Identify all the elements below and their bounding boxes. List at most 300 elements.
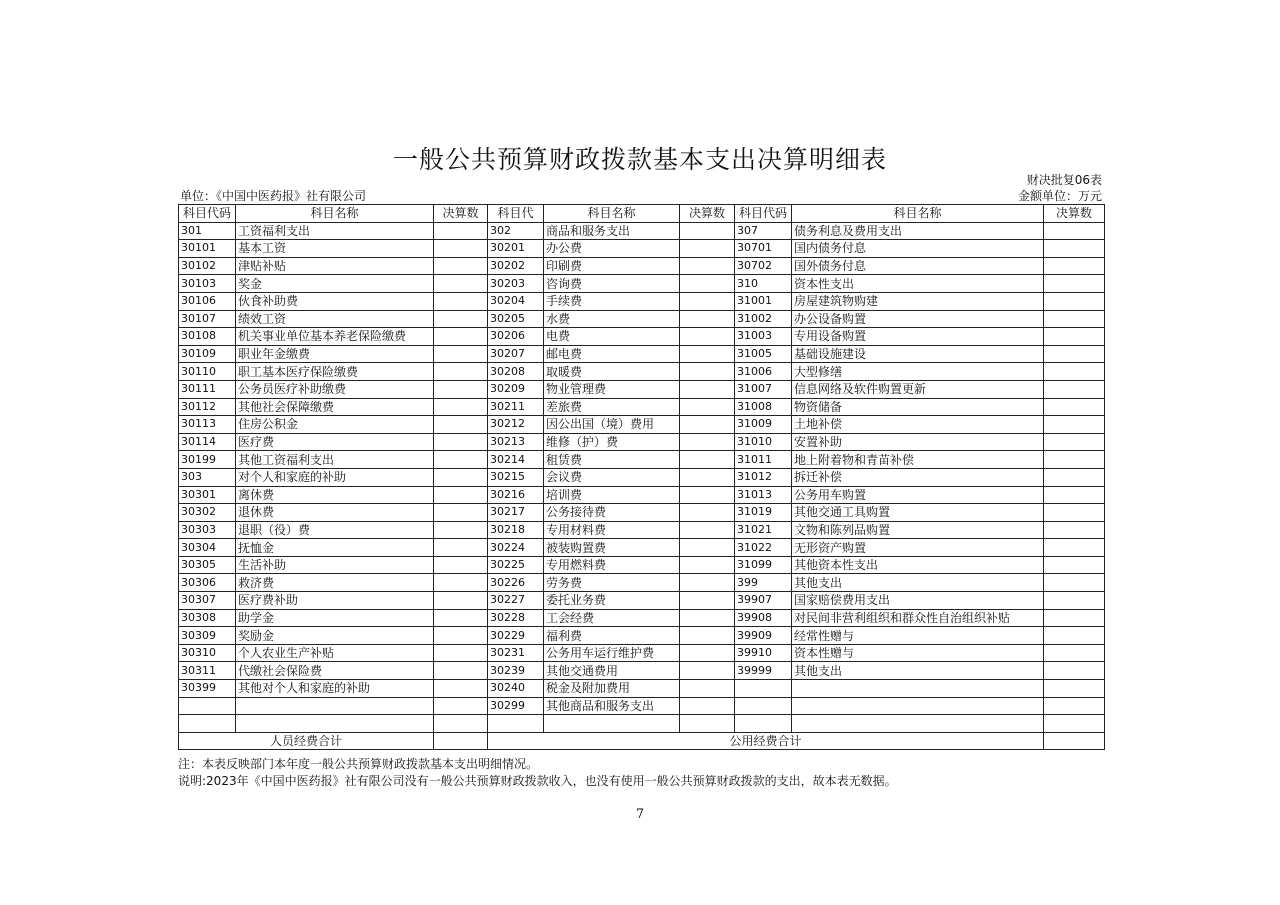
amount-cell [1044,627,1105,645]
account-name-cell: 对民间非营利组织和群众性自治组织补贴 [792,609,1044,627]
table-row [179,275,1105,293]
amount-cell [434,486,488,504]
amount-cell [434,310,488,328]
header-amount: 决算数 [1044,205,1105,223]
amount-cell [1044,609,1105,627]
amount-cell [434,468,488,486]
amount-cell [1044,433,1105,451]
amount-cell [434,504,488,522]
account-name-cell: 奖金 [236,275,434,293]
amount-cell [434,328,488,346]
account-name-cell: 其他资本性支出 [792,556,1044,574]
table-row [179,662,1105,680]
account-name-cell: 房屋建筑物购建 [792,292,1044,310]
amount-cell [434,345,488,363]
account-name-cell: 因公出国（境）费用 [544,416,680,434]
account-name-cell: 商品和服务支出 [544,222,680,240]
table-row [179,680,1105,698]
amount-cell [1044,398,1105,416]
amount-cell [434,574,488,592]
table-row [179,592,1105,610]
account-code-cell: 31022 [735,539,792,557]
account-code-cell: 30203 [488,275,544,293]
account-name-cell: 税金及附加费用 [544,680,680,698]
account-code-cell: 30111 [179,380,236,398]
account-name-cell: 差旅费 [544,398,680,416]
account-code-cell: 30201 [488,240,544,258]
account-code-cell: 31010 [735,433,792,451]
account-name-cell: 电费 [544,328,680,346]
account-name-cell: 无形资产购置 [792,539,1044,557]
account-code-cell: 30207 [488,345,544,363]
account-name-cell [544,715,680,733]
account-code-cell: 30202 [488,257,544,275]
amount-cell [680,380,735,398]
amount-cell [434,451,488,469]
account-name-cell: 其他交通工具购置 [792,504,1044,522]
amount-cell [680,398,735,416]
amount-cell [434,416,488,434]
account-name-cell: 邮电费 [544,345,680,363]
account-name-cell: 劳务费 [544,574,680,592]
amount-cell [434,380,488,398]
table-row [179,627,1105,645]
account-name-cell: 伙食补助费 [236,292,434,310]
account-name-cell: 职工基本医疗保险缴费 [236,363,434,381]
account-name-cell: 地上附着物和青苗补偿 [792,451,1044,469]
amount-cell [434,521,488,539]
amount-cell [1044,715,1105,733]
account-code-cell: 31011 [735,451,792,469]
account-name-cell: 文物和陈列品购置 [792,521,1044,539]
amount-cell [680,328,735,346]
header-name: 科目名称 [236,205,434,223]
account-name-cell: 福利费 [544,627,680,645]
account-code-cell: 31013 [735,486,792,504]
amount-unit: 金额单位：万元 [1017,189,1102,203]
account-code-cell: 30311 [179,662,236,680]
account-name-cell: 机关事业单位基本养老保险缴费 [236,328,434,346]
account-code-cell: 30199 [179,451,236,469]
account-name-cell: 退职（役）费 [236,521,434,539]
account-code-cell: 30227 [488,592,544,610]
amount-cell [1044,310,1105,328]
account-name-cell: 物业管理费 [544,380,680,398]
account-name-cell: 大型修缮 [792,363,1044,381]
account-name-cell: 医疗费 [236,433,434,451]
account-name-cell: 信息网络及软件购置更新 [792,380,1044,398]
header-amount: 决算数 [434,205,488,223]
table-row [179,240,1105,258]
account-code-cell: 30218 [488,521,544,539]
account-name-cell: 手续费 [544,292,680,310]
account-name-cell: 助学金 [236,609,434,627]
account-name-cell: 专用燃料费 [544,556,680,574]
amount-cell [434,257,488,275]
account-name-cell [792,697,1044,715]
amount-cell [1044,644,1105,662]
totals-row [179,732,1105,750]
account-code-cell: 30102 [179,257,236,275]
amount-cell [680,521,735,539]
account-name-cell: 国家赔偿费用支出 [792,592,1044,610]
account-code-cell: 30214 [488,451,544,469]
account-code-cell: 307 [735,222,792,240]
account-name-cell: 资本性支出 [792,275,1044,293]
amount-cell [680,292,735,310]
account-code-cell: 301 [179,222,236,240]
amount-cell [1044,680,1105,698]
amount-cell [680,574,735,592]
account-name-cell: 津贴补贴 [236,257,434,275]
account-code-cell: 31021 [735,521,792,539]
account-name-cell: 办公费 [544,240,680,258]
amount-cell [680,644,735,662]
amount-cell [680,310,735,328]
header-code: 科目代 [488,205,544,223]
account-name-cell: 工会经费 [544,609,680,627]
amount-cell [434,275,488,293]
amount-cell [680,662,735,680]
amount-cell [680,680,735,698]
account-code-cell: 30101 [179,240,236,258]
table-row [179,398,1105,416]
account-code-cell: 30113 [179,416,236,434]
account-code-cell: 310 [735,275,792,293]
amount-cell [434,539,488,557]
amount-cell [1044,521,1105,539]
amount-cell [1044,345,1105,363]
account-code-cell: 30301 [179,486,236,504]
amount-cell [680,222,735,240]
amount-cell [434,592,488,610]
account-name-cell: 专用设备购置 [792,328,1044,346]
account-name-cell: 会议费 [544,468,680,486]
account-code-cell: 31009 [735,416,792,434]
account-code-cell: 30229 [488,627,544,645]
amount-cell [680,539,735,557]
amount-cell [434,644,488,662]
account-name-cell: 医疗费补助 [236,592,434,610]
account-code-cell: 30309 [179,627,236,645]
account-name-cell: 经常性赠与 [792,627,1044,645]
amount-cell [1044,556,1105,574]
header-amount: 决算数 [680,205,735,223]
amount-cell [434,662,488,680]
account-name-cell: 工资福利支出 [236,222,434,240]
amount-cell [434,363,488,381]
account-code-cell: 30217 [488,504,544,522]
amount-cell [434,680,488,698]
amount-cell [434,292,488,310]
account-name-cell: 救济费 [236,574,434,592]
header-code: 科目代码 [735,205,792,223]
account-code-cell: 30224 [488,539,544,557]
explanation-line: 说明:2023年《中国中医药报》社有限公司没有一般公共预算财政拨款收入，也没有使用一般公共预算财政拨款的支出，故本表无数据。 [178,774,897,788]
account-code-cell: 30106 [179,292,236,310]
amount-cell [680,433,735,451]
amount-cell [680,504,735,522]
account-name-cell: 绩效工资 [236,310,434,328]
account-name-cell: 离休费 [236,486,434,504]
amount-cell [434,222,488,240]
table-row [179,380,1105,398]
table-row [179,345,1105,363]
account-code-cell: 30228 [488,609,544,627]
account-code-cell [735,697,792,715]
table-row [179,521,1105,539]
account-name-cell: 基础设施建设 [792,345,1044,363]
account-code-cell: 30399 [179,680,236,698]
amount-cell [434,715,488,733]
account-code-cell: 30308 [179,609,236,627]
amount-cell [1044,468,1105,486]
account-code-cell: 31001 [735,292,792,310]
amount-cell [680,468,735,486]
account-name-cell: 土地补偿 [792,416,1044,434]
account-code-cell: 30310 [179,644,236,662]
page-number: 7 [635,807,645,822]
account-code-cell: 39910 [735,644,792,662]
account-code-cell: 30302 [179,504,236,522]
account-name-cell: 职业年金缴费 [236,345,434,363]
amount-cell [1044,257,1105,275]
table-row [179,715,1105,733]
table-row [179,257,1105,275]
amount-cell [680,451,735,469]
account-name-cell: 代缴社会保险费 [236,662,434,680]
amount-cell [680,363,735,381]
account-name-cell [792,680,1044,698]
account-name-cell: 办公设备购置 [792,310,1044,328]
account-code-cell: 31002 [735,310,792,328]
account-code-cell: 31019 [735,504,792,522]
amount-cell [1044,539,1105,557]
amount-cell [680,556,735,574]
table-row [179,574,1105,592]
account-name-cell: 公务接待费 [544,504,680,522]
account-code-cell: 30239 [488,662,544,680]
account-code-cell: 31006 [735,363,792,381]
table-row [179,644,1105,662]
account-name-cell: 其他支出 [792,574,1044,592]
header-name: 科目名称 [792,205,1044,223]
amount-cell [680,486,735,504]
account-code-cell [179,715,236,733]
table-row [179,310,1105,328]
expenditure-table [178,204,1105,750]
account-name-cell: 专用材料费 [544,521,680,539]
personnel-total-value [434,732,488,750]
amount-cell [680,257,735,275]
account-code-cell [488,715,544,733]
table-row [179,486,1105,504]
account-code-cell: 30209 [488,380,544,398]
amount-cell [1044,328,1105,346]
account-code-cell: 30225 [488,556,544,574]
account-name-cell: 个人农业生产补贴 [236,644,434,662]
account-code-cell: 30112 [179,398,236,416]
account-code-cell: 31099 [735,556,792,574]
account-code-cell: 39909 [735,627,792,645]
account-code-cell: 399 [735,574,792,592]
amount-cell [1044,222,1105,240]
amount-cell [434,609,488,627]
account-code-cell: 30108 [179,328,236,346]
unit-row [178,187,1104,204]
account-name-cell: 其他交通费用 [544,662,680,680]
account-name-cell: 其他商品和服务支出 [544,697,680,715]
table-row [179,292,1105,310]
account-code-cell: 30206 [488,328,544,346]
amount-cell [1044,662,1105,680]
account-code-cell: 39907 [735,592,792,610]
amount-cell [1044,416,1105,434]
table-row [179,468,1105,486]
account-name-cell [236,697,434,715]
table-row [179,539,1105,557]
note-line: 注：本表反映部门本年度一般公共预算财政拨款基本支出明细情况。 [178,757,539,771]
account-code-cell: 31005 [735,345,792,363]
amount-cell [434,433,488,451]
account-code-cell: 39908 [735,609,792,627]
account-code-cell: 31003 [735,328,792,346]
table-row [179,504,1105,522]
account-name-cell: 资本性赠与 [792,644,1044,662]
unit-label: 单位：《中国中医药报》社有限公司 [180,189,367,203]
account-name-cell: 培训费 [544,486,680,504]
amount-cell [434,627,488,645]
account-name-cell: 被装购置费 [544,539,680,557]
table-row [179,556,1105,574]
account-name-cell: 住房公积金 [236,416,434,434]
amount-cell [680,345,735,363]
account-code-cell: 30107 [179,310,236,328]
account-code-cell: 30702 [735,257,792,275]
account-name-cell [236,715,434,733]
notes [178,756,897,790]
account-name-cell: 取暖费 [544,363,680,381]
account-code-cell: 30231 [488,644,544,662]
account-code-cell: 30208 [488,363,544,381]
amount-cell [1044,275,1105,293]
account-code-cell: 30211 [488,398,544,416]
account-code-cell: 31008 [735,398,792,416]
account-code-cell: 39999 [735,662,792,680]
amount-cell [434,398,488,416]
amount-cell [1044,574,1105,592]
table-row [179,433,1105,451]
account-name-cell: 抚恤金 [236,539,434,557]
account-code-cell: 30240 [488,680,544,698]
public-total-label: 公用经费合计 [488,732,1044,750]
amount-cell [680,627,735,645]
account-name-cell: 其他支出 [792,662,1044,680]
account-code-cell: 30299 [488,697,544,715]
amount-cell [680,240,735,258]
account-name-cell: 其他社会保障缴费 [236,398,434,416]
table-row [179,697,1105,715]
account-code-cell: 30307 [179,592,236,610]
table-body [179,222,1105,732]
amount-cell [434,697,488,715]
header-code: 科目代码 [179,205,236,223]
personnel-total-label: 人员经费合计 [179,732,434,750]
amount-cell [1044,380,1105,398]
amount-cell [1044,240,1105,258]
account-name-cell: 物资储备 [792,398,1044,416]
table-row [179,222,1105,240]
account-code-cell: 30205 [488,310,544,328]
amount-cell [680,697,735,715]
table-header-row [179,205,1105,223]
amount-cell [1044,292,1105,310]
amount-cell [434,240,488,258]
amount-cell [680,275,735,293]
amount-cell [1044,486,1105,504]
account-name-cell: 对个人和家庭的补助 [236,468,434,486]
account-code-cell [179,697,236,715]
account-code-cell: 30304 [179,539,236,557]
account-code-cell: 31007 [735,380,792,398]
account-code-cell: 303 [179,468,236,486]
account-name-cell: 生活补助 [236,556,434,574]
account-code-cell: 30110 [179,363,236,381]
account-name-cell: 安置补助 [792,433,1044,451]
amount-cell [1044,451,1105,469]
account-name-cell: 退休费 [236,504,434,522]
account-code-cell: 30303 [179,521,236,539]
account-name-cell: 维修（护）费 [544,433,680,451]
account-name-cell: 基本工资 [236,240,434,258]
amount-cell [680,609,735,627]
account-name-cell: 其他工资福利支出 [236,451,434,469]
amount-cell [1044,697,1105,715]
account-name-cell: 奖励金 [236,627,434,645]
account-name-cell: 公务用车购置 [792,486,1044,504]
table-number: 财决批复06表 [1026,173,1102,187]
account-code-cell: 302 [488,222,544,240]
account-code-cell: 30701 [735,240,792,258]
account-code-cell: 30212 [488,416,544,434]
amount-cell [1044,592,1105,610]
public-total-value [1044,732,1105,750]
account-name-cell: 国外债务付息 [792,257,1044,275]
account-code-cell: 30226 [488,574,544,592]
header-name: 科目名称 [544,205,680,223]
amount-cell [434,556,488,574]
account-name-cell: 公务用车运行维护费 [544,644,680,662]
account-name-cell: 印刷费 [544,257,680,275]
account-code-cell: 30103 [179,275,236,293]
amount-cell [680,592,735,610]
account-name-cell: 公务员医疗补助缴费 [236,380,434,398]
table-row [179,416,1105,434]
account-name-cell [792,715,1044,733]
table-row [179,363,1105,381]
account-name-cell: 水费 [544,310,680,328]
account-name-cell: 咨询费 [544,275,680,293]
account-name-cell: 国内债务付息 [792,240,1044,258]
account-code-cell: 30305 [179,556,236,574]
account-name-cell: 委托业务费 [544,592,680,610]
account-name-cell: 拆迁补偿 [792,468,1044,486]
amount-cell [680,416,735,434]
account-code-cell: 30215 [488,468,544,486]
account-code-cell: 30216 [488,486,544,504]
account-code-cell: 30204 [488,292,544,310]
account-code-cell: 30213 [488,433,544,451]
